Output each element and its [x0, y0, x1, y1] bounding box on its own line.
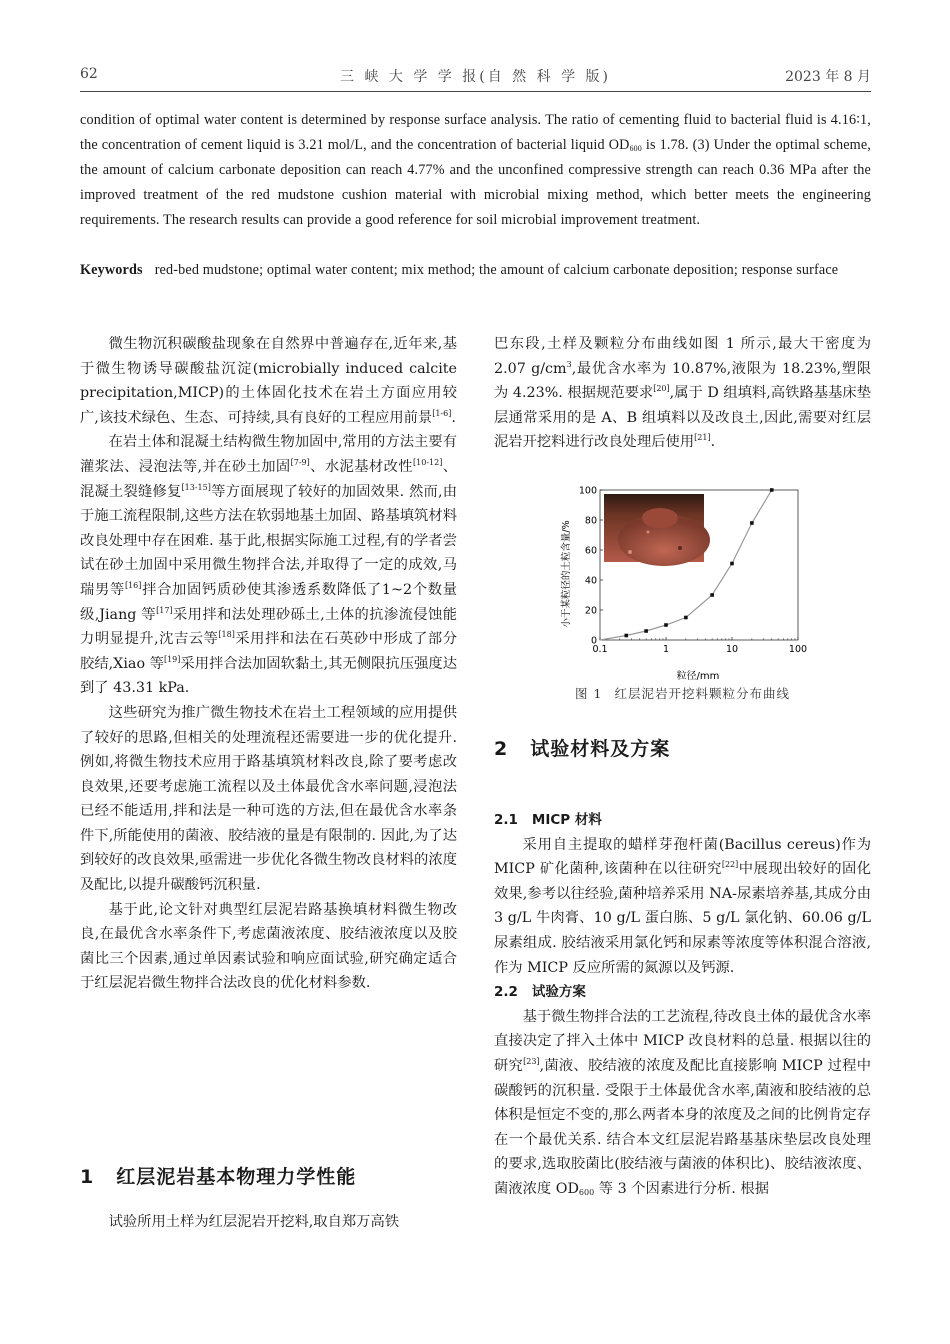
subsection-2-1-paragraph: 采用自主提取的蜡样芽孢杆菌(Bacillus cereus)作为 MICP 矿化菌种,该菌种在以往研究[22]中展现出较好的固化效果,参考以往经验,菌种培养采用 NA-尿素培养基,其成分由 3 g/L 牛肉膏、10 g/L 蛋白胨、5 g/L 氯化钠、60.06 g/L 尿素组成. 胶结液采用氯化钙和尿素等浓度等体积混合溶液,作为 MICP 反应所需的氮源以及钙源. [494, 836, 872, 976]
abstract-text-1: condition of optimal water content is determined by response surface analysis. The ratio of cementing fluid to bacterial fluid is 4.16∶1, the concentration of cement liquid is 3.21 mol/L, and the concentration of bacterial liquid OD [80, 112, 871, 153]
section-1-paragraph: 试验所用土样为红层泥岩开挖料,取自郑万高铁 [108, 1214, 400, 1230]
intro-paragraph-2: 在岩土体和混凝土结构微生物加固中,常用的方法主要有灌浆法、浸泡法等,并在砂土加固[7-9]、水泥基材改性[10-12]、混凝土裂缝修复[13-15]等方面展现了较好的加固效果. 然而,由于施工流程限制,这些方法在软弱地基土加固、路基填筑材料改良处理中存在困难. 基于此,根据实际施工过程,有的学者尝试在砂土加固中采用微生物拌合法,并取得了一定的成效,马瑞男等[16]拌合加固钙质砂使其渗透系数降低了1~2个数量级,Jiang 等[17]采用拌和法处理砂砾土,土体的抗渗流侵蚀能力明显提升,沈吉云等[18]采用拌和法在石英砂中形成了部分胶结,Xiao 等[19]采用拌合法加固软黏土,其无侧限抗压强度达到了 43.31 kPa. [80, 434, 458, 697]
y-tick-label: 40 [584, 575, 597, 587]
y-tick-label: 80 [584, 515, 597, 527]
y-axis-label: 小于某粒径的土粒含量/% [561, 520, 572, 628]
od-subscript: 600 [629, 144, 642, 153]
section-2-heading: 2 试验材料及方案 [494, 738, 671, 760]
y-tick-label: 0 [590, 635, 597, 647]
subsection-2-1-heading: 2.1 MICP 材料 [494, 812, 602, 828]
x-tick-label: 100 [788, 644, 808, 655]
y-tick-label: 100 [578, 485, 597, 497]
x-tick-label: 10 [725, 644, 739, 655]
keywords-text: red-bed mudstone; optimal water content; mix method; the amount of calcium carbonate deposition; response surface [154, 262, 839, 278]
data-point [710, 593, 714, 597]
subsection-2-2-paragraph: 基于微生物拌合法的工艺流程,待改良土体的最优含水率直接决定了拌入土体中 MICP 改良材料的总量. 根据以往的研究[23],菌液、胶结液的浓度及配比直接影响 MICP 过程中碳酸钙的沉积量. 受限于土体最优含水率,菌液和胶结液的总体积是恒定不变的,那么两者本身的浓度及之间的比例肯定存在一个最优关系. 结合本文红层泥岩路基基床垫层改良处理的要求,选取胶菌比(胶结液与菌液的体积比)、胶结液浓度、菌液浓度 $OD_{600}$ 等 3 个因素进行分析. 根据 [494, 1008, 871, 1197]
x-tick-label: 1 [662, 644, 670, 655]
figure-1-caption: 图 1 红层泥岩开挖料颗粒分布曲线 [575, 686, 790, 701]
intro-paragraph-3: 这些研究为推广微生物技术在岩土工程领域的应用提供了较好的思路,但相关的处理流程还需要进一步的优化提升. 例如,将微生物技术应用于路基填筑材料改良,除了要考虑改良效果,还要考虑施工流程以及土体最优含水率问题,浸泡法已经不能适用,拌和法是一种可选的方法,但在最优含水率条件下,所能使用的菌液、胶结液的量是有限制的. 因此,为了达到较好的改良效果,亟需进一步优化各微生物改良材料的浓度及配比,以提升碳酸钙沉积量. [80, 704, 457, 894]
section-1-start [80, 1210, 457, 1235]
data-point [730, 562, 734, 566]
right-column-bottom [494, 808, 871, 1202]
x-tick-label: 0.1 [592, 644, 608, 655]
page-header [80, 66, 871, 88]
intro-paragraph-4: 基于此,论文针对典型红层泥岩路基换填材料微生物改良,在最优含水率条件下,考虑菌液浓度、胶结液浓度以及胶菌比三个因素,通过单因素试验和响应面试验,研究确定适合于红层泥岩微生物拌合法改良的优化材料参数. [80, 901, 457, 992]
data-point [644, 629, 648, 633]
keywords-label: Keywords [80, 262, 143, 278]
x-axis-label: 粒径/mm [676, 671, 720, 682]
intro-paragraph-1: 微生物沉积碳酸盐现象在自然界中普遍存在,近年来,基于微生物诱导碳酸盐沉淀(microbially induced calcite precipitation,MICP)的土体固化技术在岩土方面应用较广,该技术绿色、生态、可持续,具有良好的工程应用前景[1-6]. [80, 336, 457, 426]
subsection-2-2-heading: 2.2 试验方案 [494, 984, 586, 1001]
abstract-text-2: is 1.78. (3) Under the optimal scheme, the amount of calcium carbonate deposition can reach 4.77% and the unconfined compressive strength can reach 0.36 MPa after the improved treatment of the red mudstone cushion material with microbial mixing method, which better meets the engineering requirements. The research results can provide a good reference for soil microbial improvement treatment. [80, 137, 871, 228]
data-point [750, 521, 754, 525]
issue-date: 2023 年 8 月 [785, 69, 871, 85]
page-number: 62 [80, 66, 98, 82]
data-point [624, 634, 628, 638]
y-tick-label: 60 [584, 545, 597, 557]
keywords [80, 258, 871, 283]
soil-sample-photo [604, 494, 710, 566]
header-rule [80, 91, 871, 92]
abstract-english [80, 108, 871, 233]
section-1-heading: 1 红层泥岩基本物理力学性能 [80, 1166, 357, 1188]
left-column [80, 332, 457, 996]
data-point [770, 488, 774, 492]
section-1-continued: 巴东段,土样及颗粒分布曲线如图 1 所示,最大干密度为 2.07 $g/cm^3$,最优含水率为 10.87%,液限为 18.23%,塑限为 4.23%. 根据规范要求[20],属于 D 组填料,高铁路基基床垫层通常采用的是 A、B 组填料以及改良土,因此,需要对红层泥岩开挖料进行改良处理后使用[21]. [494, 336, 872, 451]
journal-title: 三 峡 大 学 学 报(自 然 科 学 版) [340, 69, 611, 85]
data-point [684, 616, 688, 620]
data-point [664, 623, 668, 627]
y-tick-label: 20 [584, 605, 597, 617]
particle-size-chart [560, 482, 810, 682]
right-column-top [494, 332, 871, 455]
